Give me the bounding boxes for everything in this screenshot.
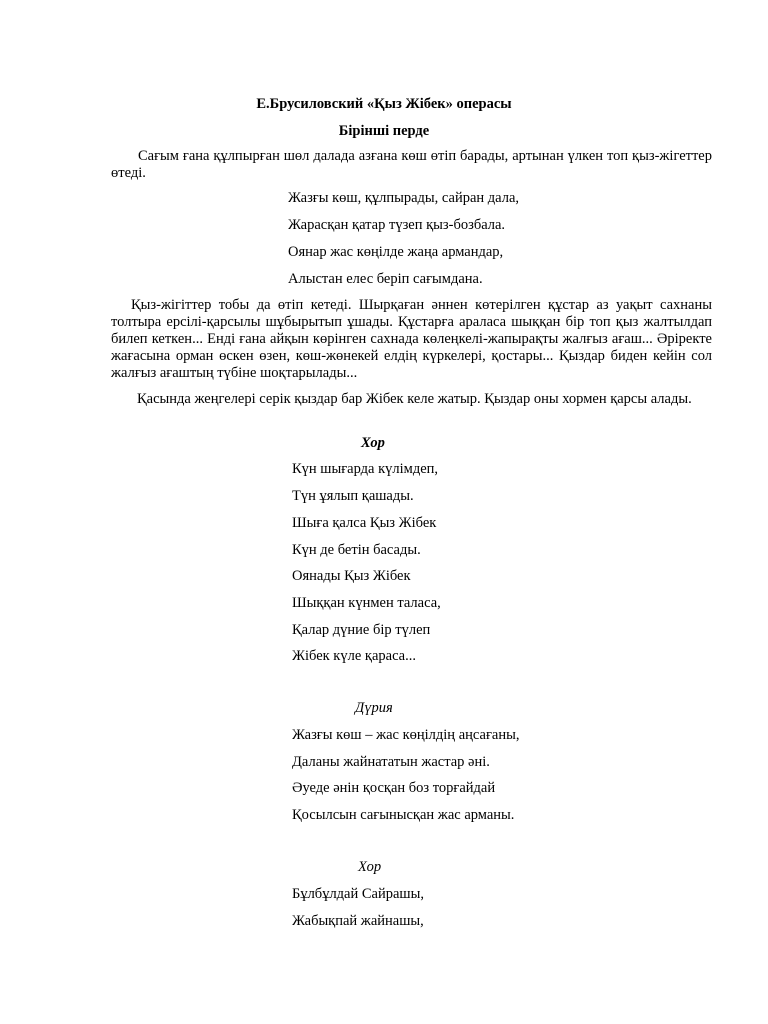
verse-line: Алыстан елес беріп сағымдана. <box>288 271 483 287</box>
verse-line: Шыға қалса Қыз Жібек <box>292 515 437 531</box>
verse-line: Қалар дүние бір түлеп <box>292 622 431 638</box>
speaker-label: Дүрия <box>355 700 393 716</box>
verse-line: Жарасқан қатар түзеп қыз-бозбала. <box>288 217 506 233</box>
verse-line: Жазғы көш, құлпырады, сайран дала, <box>288 190 520 206</box>
document-title: Е.Брусиловский «Қыз Жібек» операсы <box>256 96 512 112</box>
verse-line: Күн шығарда күлімдеп, <box>292 461 439 477</box>
stage-direction-paragraph: Қыз-жігіттер тобы да өтіп кетеді. Шырқаған әннен көтерілген құстар аз уақыт сахнаны толтыра ерсілі-қарсылы шұбырытып ұшады. Құстарға араласа шыққан бір топ қыз жалтылдап билеп кеткен... Енді ғана айқын көрінген сахнада көлеңкелі-жапырақты жалғыз ағаш... Әріректе жағасына орман өскен өзен, көш-жөнекей елдің күркелері, қостары... Қыздар биден кейін сол жалғыз ағаштың түбіне шоқтарылады... <box>111 297 712 381</box>
verse-line: Бұлбұлдай Сайрашы, <box>292 886 424 902</box>
verse-line: Əуеде əнін қосқан боз торғайдай <box>292 780 496 796</box>
verse-line: Күн де бетін басады. <box>292 542 421 558</box>
verse-line: Қосылсын сағынысқан жас арманы. <box>292 807 515 823</box>
stage-direction-paragraph: Қасында жеңгелері серік қыздар бар Жібек келе жатыр. Қыздар оны хормен қарсы алады. <box>137 391 692 407</box>
verse-line: Оянар жас көңілде жаңа армандар, <box>288 244 504 260</box>
stage-direction-paragraph: Сағым ғана құлпырған шөл далада азғана көш өтіп барады, артынан үлкен топ қыз-жігеттер өтеді. <box>111 148 712 181</box>
act-heading: Бірінші перде <box>338 123 430 139</box>
speaker-label: Хор <box>361 435 385 451</box>
verse-line: Түн ұялып қашады. <box>292 488 414 504</box>
speaker-label: Хор <box>358 859 382 875</box>
verse-line: Шыққан күнмен таласа, <box>292 595 441 611</box>
verse-line: Жабықпай жайнашы, <box>292 913 424 929</box>
verse-line: Оянады Қыз Жібек <box>292 568 411 584</box>
verse-line: Жазғы көш – жас көңілдің аңсағаны, <box>292 727 520 743</box>
verse-line: Жібек күле қараса... <box>292 648 416 664</box>
verse-line: Даланы жайнататын жастар əні. <box>292 754 490 770</box>
